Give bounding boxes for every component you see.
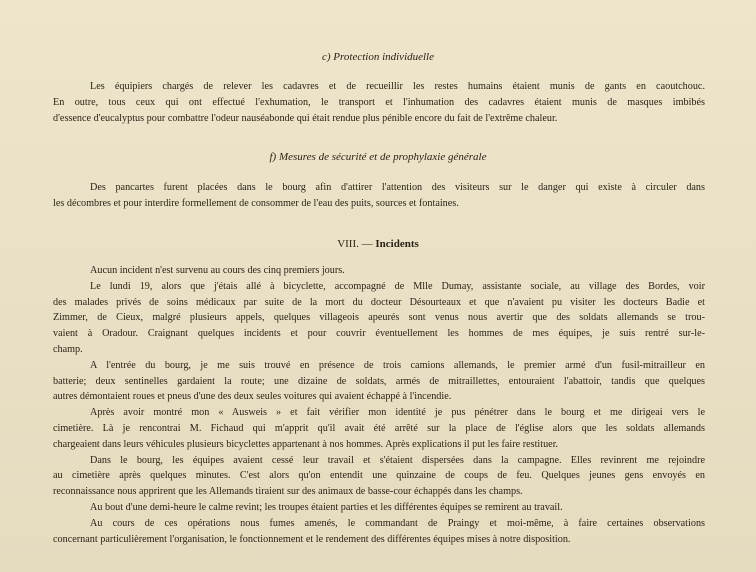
text-line: batterie; deux sentinelles gardaient la route; une dizaine de soldats, armés de mitraillettes, entouraient l'abattoir, tandis que quelques: [53, 375, 705, 387]
text-line: Des pancartes furent placées dans le bourg afin d'attirer l'attention des visiteurs sur le danger qui existe à circuler dans: [90, 182, 705, 193]
text-line: autres démontaient roues et pneus d'une des deux seules voitures qui avaient échappé à l'incendie.: [53, 391, 452, 403]
text-line: au cimetière après quelques minutes. C'est alors qu'on entendit une quinzaine de coups de feu. Quelques jeunes gens envoyés en: [53, 470, 705, 482]
paragraph-protection: [53, 79, 705, 126]
text-line: Au bout d'une demi-heure le calme revint; les troupes étaient parties et les différentes équipes se remirent au travail.: [90, 501, 563, 513]
paragraph-mesures: [53, 180, 705, 212]
text-line: Le lundi 19, alors que j'étais allé à bicyclette, accompagné de Mlle Dumay, assistante sociale, au village des Bordes, voir: [90, 280, 705, 292]
text-line: les décombres et pour interdire formellement de consommer de l'eau des puits, sources et fontaines.: [53, 197, 459, 209]
section-title-incidents: [0, 238, 756, 250]
text-line: Les équipiers chargés de relever les cadavres et de recueillir les restes humains étaient munis de gants en caoutchouc.: [90, 81, 705, 92]
text-line: Au cours de ces opérations nous fumes amenés, le commandant de Praingy et moi-même, à faire certaines observations: [90, 517, 705, 529]
text-line: vaient à Oradour. Craignant quelques incidents et pour couvrir éventuellement les hommes de mes équipes, je suis rentré sur-le-: [53, 328, 705, 340]
section-title: Incidents: [375, 238, 419, 250]
text-line: reconnaissance nous apprirent que les Allemands tiraient sur des animaux de basse-cour échappés dans les champs.: [53, 486, 523, 498]
text-line: concernant particulièrement l'organisation, le fonctionnement et le rendement des différentes équipes mises à notre disposition.: [53, 533, 571, 545]
text-line: des malades privés de soins médicaux par suite de la mort du docteur Désourteaux et que n'avaient pu visiter les docteurs Badie et: [53, 296, 705, 308]
text-line: Après avoir montré mon « Ausweis » et fait vérifier mon identité je pus pénétrer dans le bourg et me dirigeai vers le: [90, 407, 705, 419]
text-line: Aucun incident n'est survenu au cours des cinq premiers jours.: [90, 265, 345, 276]
heading-protection-individuelle: c) Protection individuelle: [322, 51, 434, 63]
text-line: champ.: [53, 343, 83, 355]
section-incidents-body: [53, 263, 705, 547]
text-line: Zimmer, de Cieux, malgré plusieurs appels, quelques villageois apeurés sont venus nous avertir que des soldats allemands se trou-: [53, 312, 705, 324]
text-line: Dans le bourg, les équipes avaient cessé leur travail et s'étaient dispersées dans la campagne. Elles revinrent me rejoindre: [90, 454, 705, 466]
section-number: VIII. —: [337, 238, 373, 250]
text-line: En outre, tous ceux qui ont effectué l'exhumation, le transport et l'inhumation des cadavres étaient munis de masques imbibés: [53, 96, 705, 108]
heading-mesures-securite: f) Mesures de sécurité et de prophylaxie générale: [269, 151, 487, 163]
text-line: d'essence d'eucalyptus pour combattre l'odeur nauséabonde qui était rendue plus pénible encore du fait de l'extrême chaleur.: [53, 112, 558, 124]
text-line: cimetière. Là je rencontrai M. Fichaud qui m'apprit qu'il avait été arrêté sur la place de l'église alors que les soldats allemands: [53, 422, 705, 434]
text-line: A l'entrée du bourg, je me suis trouvé en présence de trois camions allemands, le premier armé d'un fusil-mitrailleur en: [90, 359, 705, 371]
text-line: chargeaient dans leurs véhicules plusieurs bicyclettes appartenant à nos hommes. Après explications il put les faire restituer.: [53, 438, 559, 450]
